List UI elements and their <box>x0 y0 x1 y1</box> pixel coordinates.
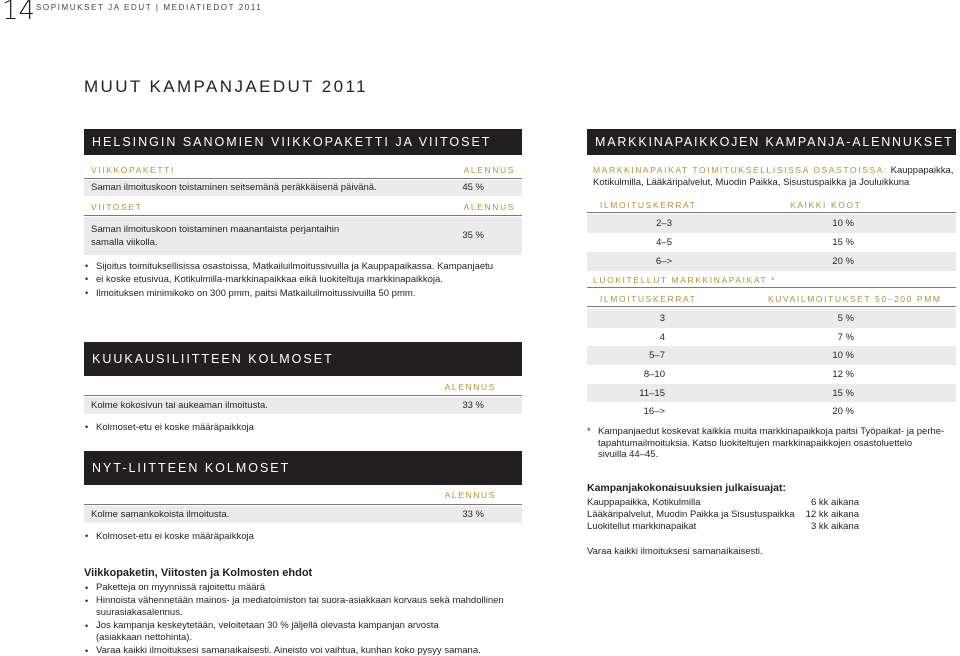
table1-body <box>587 214 956 271</box>
divider <box>587 287 956 288</box>
table-row: 11–15 15 % <box>587 384 956 403</box>
kk-discount-header: ALENNUS <box>444 382 496 392</box>
booking-note: Varaa kaikki ilmoituksesi samanaikaisesti. <box>587 546 763 557</box>
nyt-text: Kolme samankokoista ilmoitusta. <box>91 509 230 520</box>
kk-conditions-list <box>84 421 522 434</box>
viikkopaketti-label: VIIKKOPAKETTI <box>91 165 175 175</box>
page-title: MUUT KAMPANJAEDUT 2011 <box>84 77 368 96</box>
footnote-mark: * <box>587 426 591 437</box>
list-item: • Hinnoista vähennetään mainos- ja mediatoimiston tai suora-asiakkaan korvaus sekä mahdollinen <box>84 595 524 608</box>
list-item: • Sijoitus toimituksellisissa osastoissa, Matkailuilmoitussivuilla ja Kauppapaikassa. Kampanjaetu <box>84 260 522 273</box>
divider <box>587 212 956 213</box>
marketplace-intro-label: MARKKINAPAIKAT TOIMITUKSELLISISSA OSASTOISSA: <box>593 165 888 175</box>
marketplace-intro: MARKKINAPAIKAT TOIMITUKSELLISISSA OSASTOISSA: Kauppapaikka, Kotikulmilla, Lääkäripalvelut, Muodin Paikka, Sisustuspaikka ja Jouluikkuna <box>593 165 954 188</box>
list-item: Kauppapaikka, Kotikulmilla 6 kk aikana <box>587 497 859 508</box>
terms-heading: Viikkopaketin, Viitosten ja Kolmosten ehdot <box>84 567 313 579</box>
table1-col-header-all-sizes: KAIKKI KOOT <box>790 200 862 210</box>
list-item: • Kolmoset-etu ei koske määräpaikkoja <box>84 421 522 434</box>
table2-body <box>587 309 956 421</box>
table-row: 2–3 10 % <box>587 214 956 233</box>
nyt-conditions-list <box>84 530 522 543</box>
table-row: 5–7 10 % <box>587 346 956 365</box>
nyt-discount-header: ALENNUS <box>444 490 496 500</box>
table1-col-header-count: ILMOITUSKERRAT <box>600 200 697 210</box>
table-row: 4–5 15 % <box>656 237 854 248</box>
running-title: SOPIMUKSET JA EDUT | MEDIATIEDOT 2011 <box>36 3 263 12</box>
list-item-continuation: (asiakkaan nettohinta). <box>96 632 193 644</box>
terms-list <box>84 582 524 656</box>
hs-section-header <box>84 129 522 155</box>
kk-section-header <box>84 342 522 376</box>
table2-col-header-count: ILMOITUSKERRAT <box>600 294 697 304</box>
page-number: 14 <box>2 0 36 26</box>
kk-value: 33 % <box>462 400 484 411</box>
divider <box>84 395 522 396</box>
list-item: Lääkäripalvelut, Muodin Paikka ja Sisustuspaikka 12 kk aikana <box>587 509 859 521</box>
table2-col-header-image-ads: KUVAILMOITUKSET 50–200 PMM <box>768 294 942 304</box>
kk-section-title: KUUKAUSILIITTEEN KOLMOSET <box>92 352 334 366</box>
divider <box>84 178 522 179</box>
classified-marketplaces-label: LUOKITELLUT MARKKINAPAIKAT * <box>593 275 777 285</box>
divider <box>587 306 956 307</box>
marketplace-footnote: * Kampanjaedut koskevat kaikkia muita markkinapaikkoja paitsi Työpaikat- ja perhe- tapahtumailmoituksia. Katso luokiteltujen markkinapaikkojen osastoluettelo sivuilla 44–45. <box>587 426 945 461</box>
viikkopaketti-text: Saman ilmoituskoon toistaminen seitsemänä peräkkäisenä päivänä. <box>91 182 377 193</box>
list-item: • Jos kampanja keskeytetään, veloitetaan 30 % jäljellä olevasta kampanjan arvosta <box>84 620 524 633</box>
list-item: Luokitellut markkinapaikat 3 kk aikana <box>587 521 859 533</box>
viikkopaketti-discount-header: ALENNUS <box>463 165 515 175</box>
table-row: 8–10 12 % <box>643 368 854 380</box>
combo-list <box>587 497 859 534</box>
divider <box>84 504 522 505</box>
kk-text: Kolme kokosivun tai aukeaman ilmoitusta. <box>91 400 268 411</box>
hs-section-title: HELSINGIN SANOMIEN VIIKKOPAKETTI JA VIITOSET <box>92 135 492 149</box>
viitoset-value: 35 % <box>462 230 484 241</box>
table-row: 3 5 % <box>587 309 956 328</box>
list-item: • Paketteja on myynnissä rajoitettu määrä <box>84 582 524 595</box>
table-row: 4 7 % <box>659 331 854 343</box>
marketplace-section-title: MARKKINAPAIKKOJEN KAMPANJA-ALENNUKSET <box>595 135 954 149</box>
table-row: 6–> 20 % <box>587 252 956 271</box>
viitoset-discount-header: ALENNUS <box>463 202 515 212</box>
viitoset-text: Saman ilmoituskoon toistaminen maanantaista perjantaihin samalla viikolla. <box>91 224 340 248</box>
list-item: • Varaa kaikki ilmoituksesi samanaikaisesti. Aineisto voi vaihtua, kunhan koko pysyy samana. <box>84 645 524 656</box>
combo-heading: Kampanjakokonaisuuksien julkaisuajat: <box>587 482 786 494</box>
nyt-value: 33 % <box>462 509 484 520</box>
hs-conditions-list <box>84 260 522 300</box>
list-item: • Ilmoituksen minimikoko on 300 pmm, paitsi Matkailuilmoitussivuilla 50 pmm. <box>84 287 522 300</box>
viitoset-label: VIITOSET <box>91 202 143 212</box>
nyt-section-header <box>84 451 522 485</box>
list-item: • ei koske etusivua, Kotikulmilla-markkinapaikkaa eikä luokiteltuja markkinapaikkoja. <box>84 273 522 286</box>
marketplace-section-header <box>587 129 956 155</box>
list-item-continuation: suurasiakasalennus. <box>96 607 183 619</box>
table-row: 16–> 20 % <box>643 406 854 418</box>
viikkopaketti-value: 45 % <box>462 182 484 193</box>
nyt-section-title: NYT-LIITTEEN KOLMOSET <box>92 461 291 475</box>
divider <box>84 215 522 216</box>
list-item: • Kolmoset-etu ei koske määräpaikkoja <box>84 530 522 543</box>
